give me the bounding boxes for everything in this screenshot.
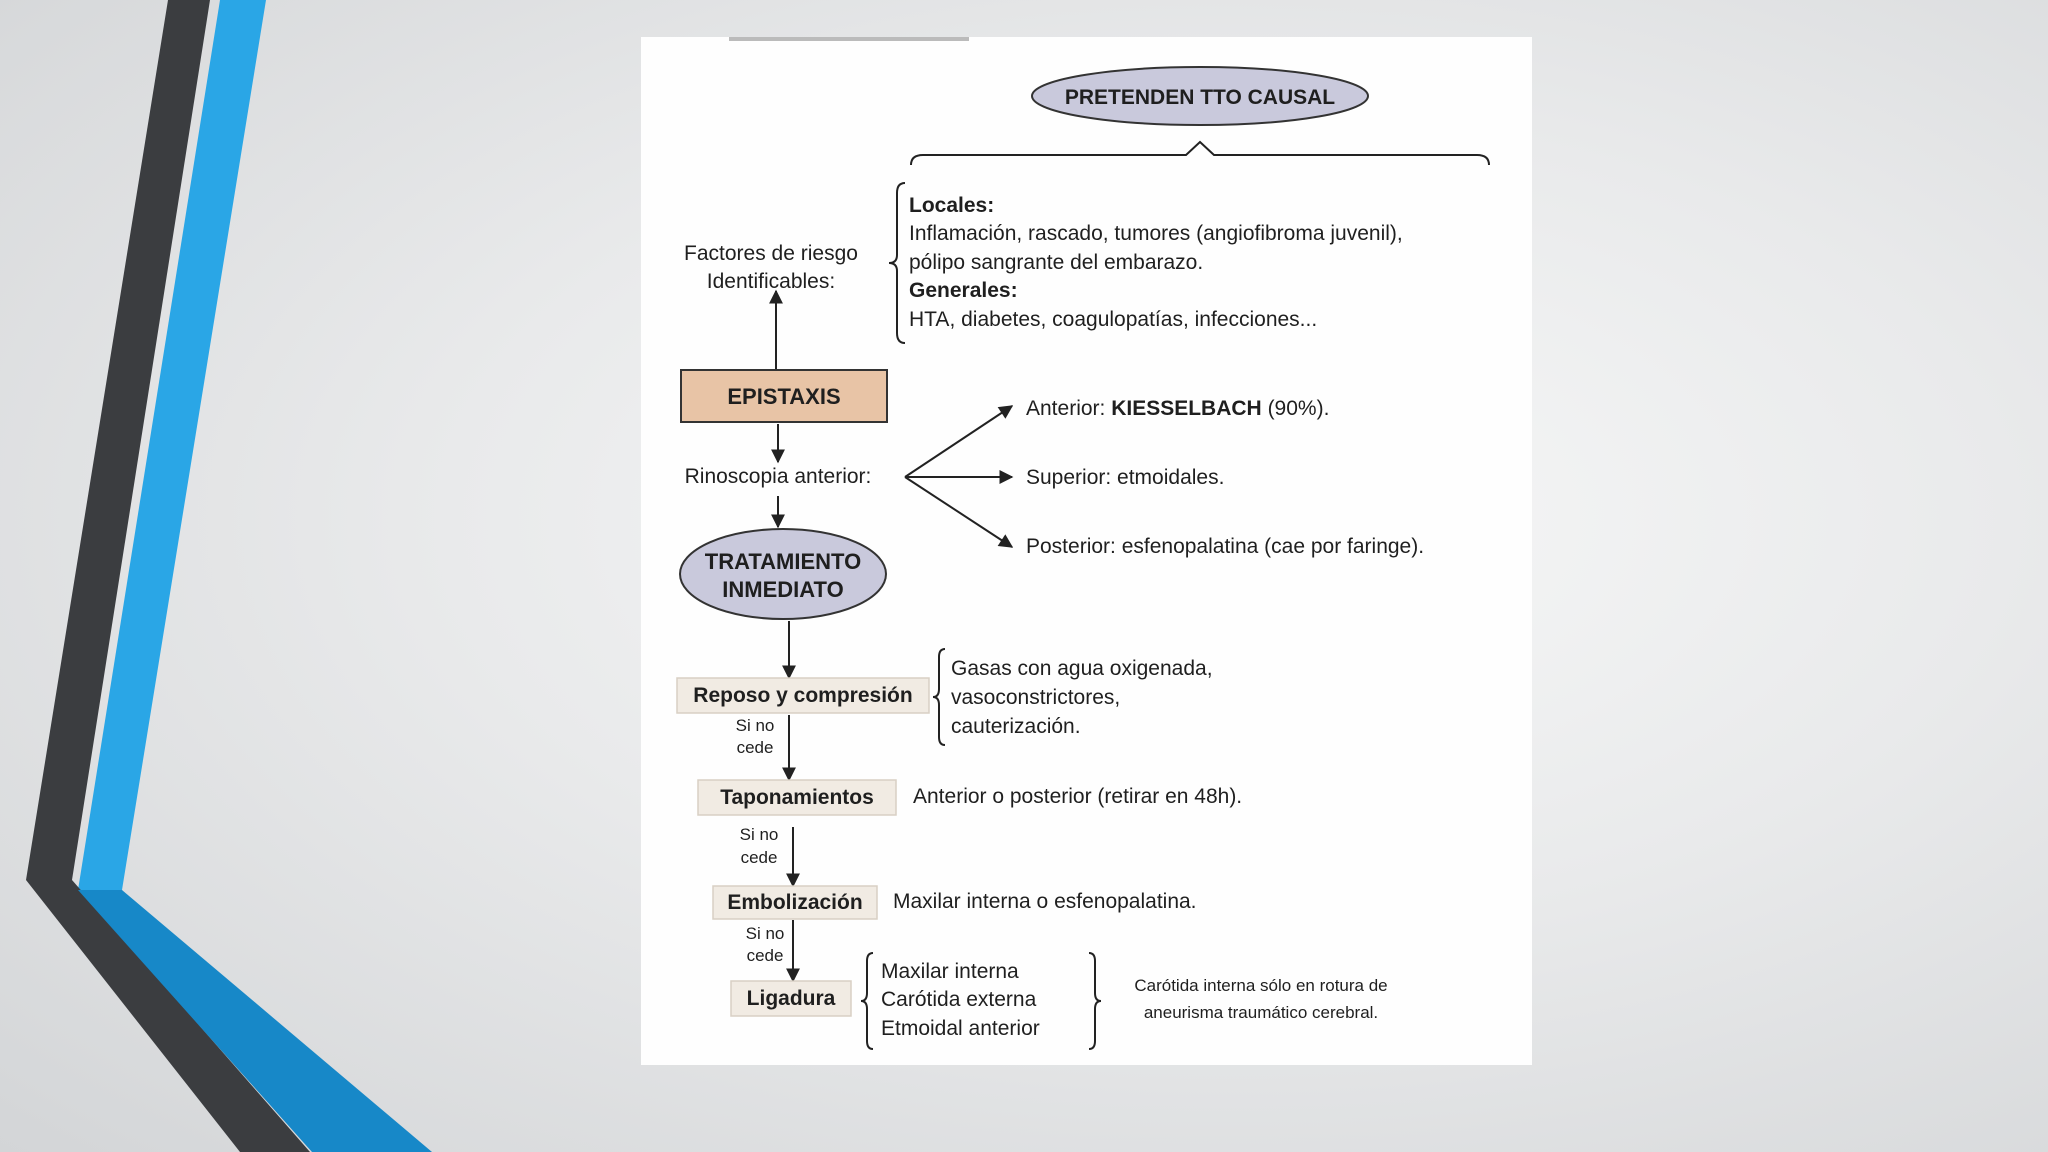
locales-line1: Inflamación, rascado, tumores (angiofibroma juvenil),	[909, 222, 1403, 245]
reposo-label: Reposo y compresión	[693, 684, 913, 707]
risk-label-line1: Factores de riesgo	[684, 242, 858, 265]
ligadura-item-1: Maxilar interna	[881, 960, 1019, 983]
ligadura-brace-left	[861, 953, 873, 1049]
risk-brace	[889, 183, 905, 343]
locales-line2: pólipo sangrante del embarazo.	[909, 251, 1204, 274]
epistaxis-label: EPISTAXIS	[727, 384, 841, 409]
rinoscopia-label: Rinoscopia anterior:	[684, 465, 872, 488]
epistaxis-flowchart	[641, 37, 1532, 1065]
si-no-cede-3-line1: Si no	[745, 924, 785, 943]
reposo-note-1: Gasas con agua oxigenada,	[951, 657, 1213, 680]
branch-anterior: Anterior: KIESSELBACH (90%).	[1026, 397, 1330, 420]
diagram-image	[641, 37, 1532, 1065]
ligadura-label: Ligadura	[746, 987, 836, 1010]
causal-oval-label: PRETENDEN TTO CAUSAL	[1064, 86, 1336, 109]
ligadura-item-3: Etmoidal anterior	[881, 1017, 1040, 1040]
embolizacion-label: Embolización	[727, 891, 863, 914]
embolizacion-note: Maxilar interna o esfenopalatina.	[893, 890, 1197, 913]
generales-line1: HTA, diabetes, coagulopatías, infecciones...	[909, 308, 1318, 331]
cropped-top-text	[729, 37, 969, 41]
generales-heading: Generales:	[909, 279, 1018, 302]
taponamientos-note: Anterior o posterior (retirar en 48h).	[913, 785, 1243, 808]
locales-heading: Locales:	[909, 194, 995, 217]
si-no-cede-1-line1: Si no	[735, 716, 775, 735]
si-no-cede-1-line2: cede	[736, 738, 774, 757]
causal-brace	[911, 142, 1489, 165]
reposo-brace	[933, 649, 945, 745]
tratamiento-oval	[680, 529, 886, 619]
ligadura-brace-right	[1089, 953, 1101, 1049]
ligadura-note-line2: aneurisma traumático cerebral.	[1143, 1003, 1379, 1022]
branch-superior: Superior: etmoidales.	[1026, 466, 1225, 489]
tratamiento-line1: TRATAMIENTO	[704, 549, 862, 574]
tratamiento-line2: INMEDIATO	[722, 577, 844, 602]
branch-posterior: Posterior: esfenopalatina (cae por faringe).	[1026, 535, 1425, 558]
branch-arrow-anterior	[905, 406, 1012, 477]
si-no-cede-2-line1: Si no	[739, 825, 779, 844]
risk-label-line2: Identificables:	[706, 270, 836, 293]
si-no-cede-2-line2: cede	[740, 848, 778, 867]
ligadura-note-line1: Carótida interna sólo en rotura de	[1134, 976, 1388, 995]
taponamientos-label: Taponamientos	[720, 786, 874, 809]
reposo-note-3: cauterización.	[951, 715, 1081, 738]
ligadura-item-2: Carótida externa	[881, 988, 1037, 1011]
si-no-cede-3-line2: cede	[746, 946, 784, 965]
reposo-note-2: vasoconstrictores,	[951, 686, 1121, 709]
branch-arrow-posterior	[905, 477, 1012, 547]
